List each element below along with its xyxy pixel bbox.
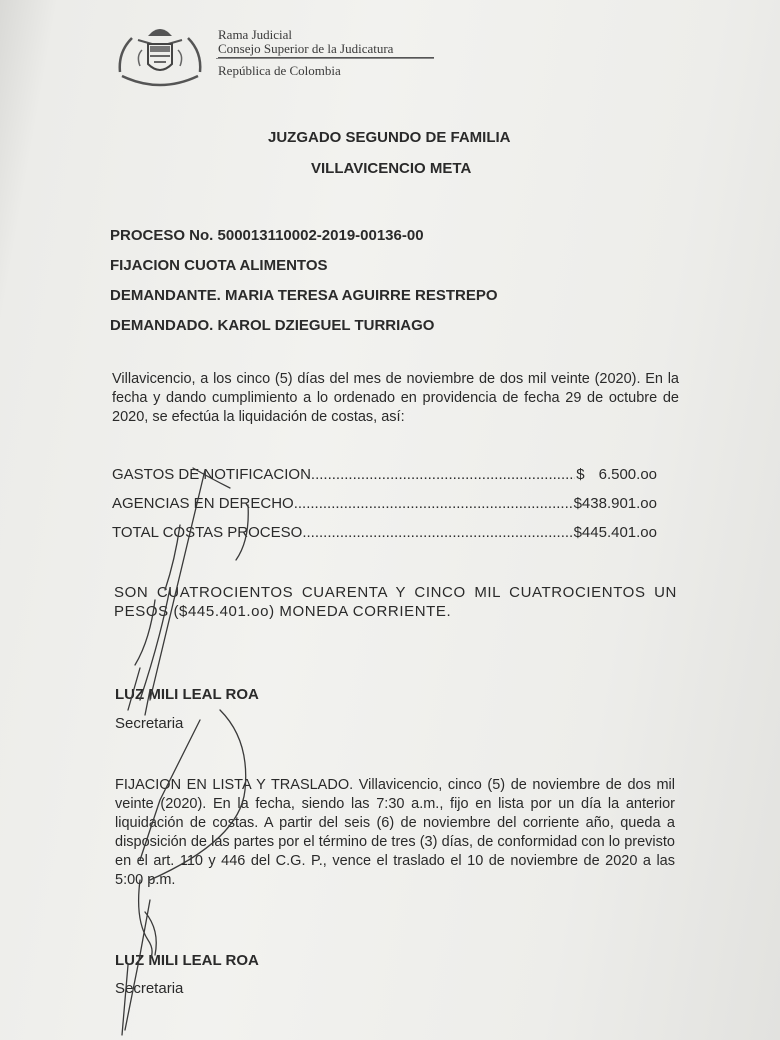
cost-label: GASTOS DE NOTIFICACION — [112, 466, 311, 483]
cost-amount: 445.401.oo — [581, 524, 657, 541]
cost-amount: 6.500.oo — [598, 466, 657, 483]
intro-paragraph: Villavicencio, a los cinco (5) días del mes de noviembre de dos mil veinte (2020). En la fecha y dando cumplimiento a lo ordenado en providencia de fecha 29 de octubre de 2020, se efectúa la liquidación de costas, así: — [112, 371, 679, 425]
cost-currency: $ — [576, 466, 585, 483]
signer-title-2: Secretaria — [115, 980, 184, 997]
case-number: PROCESO No. 500013110002-2019-00136-00 — [110, 227, 424, 244]
signer-name-2: LUZ MILI LEAL ROA — [115, 952, 259, 969]
traslado-paragraph: FIJACION EN LISTA Y TRASLADO. Villavicencio, cinco (5) de noviembre de dos mil veinte (2020). En la fecha, siendo las 7:30 a.m., fijo en lista por un día la anterior liquidación de costas. A partir del seis (6) de noviembre del corriente año, queda a disposición de las partes por el término de tres (3) días, de conformidad con lo previsto en el art. 110 y 446 del C.G. P., vence el traslado el 10 de noviembre de 2020 a las 5:00 p.m. — [115, 777, 675, 888]
cost-amount: 438.901.oo — [581, 495, 657, 512]
header-line-republica: República de Colombia — [218, 63, 341, 78]
cost-currency: $ — [573, 524, 582, 541]
cost-currency: $ — [573, 495, 582, 512]
signer-title: Secretaria — [115, 715, 184, 732]
court-city: VILLAVICENCIO META — [311, 160, 472, 177]
header-line-rama: Rama Judicial — [218, 27, 293, 42]
total-in-words: SON CUATROCIENTOS CUARENTA Y CINCO MIL CUATROCIENTOS UN PESOS ($445.401.oo) MONEDA CORRIENTE. — [114, 584, 677, 620]
cost-label: TOTAL COSTAS PROCESO — [112, 524, 303, 541]
case-type: FIJACION CUOTA ALIMENTOS — [110, 257, 328, 274]
cost-label: AGENCIAS EN DERECHO — [112, 495, 294, 512]
signer-name: LUZ MILI LEAL ROA — [115, 686, 259, 703]
case-defendant: DEMANDADO. KAROL DZIEGUEL TURRIAGO — [110, 317, 435, 334]
header-line-consejo: Consejo Superior de la Judicatura — [218, 42, 434, 58]
court-name: JUZGADO SEGUNDO DE FAMILIA — [268, 129, 511, 146]
case-plaintiff: DEMANDANTE. MARIA TERESA AGUIRRE RESTREPO — [110, 287, 498, 304]
